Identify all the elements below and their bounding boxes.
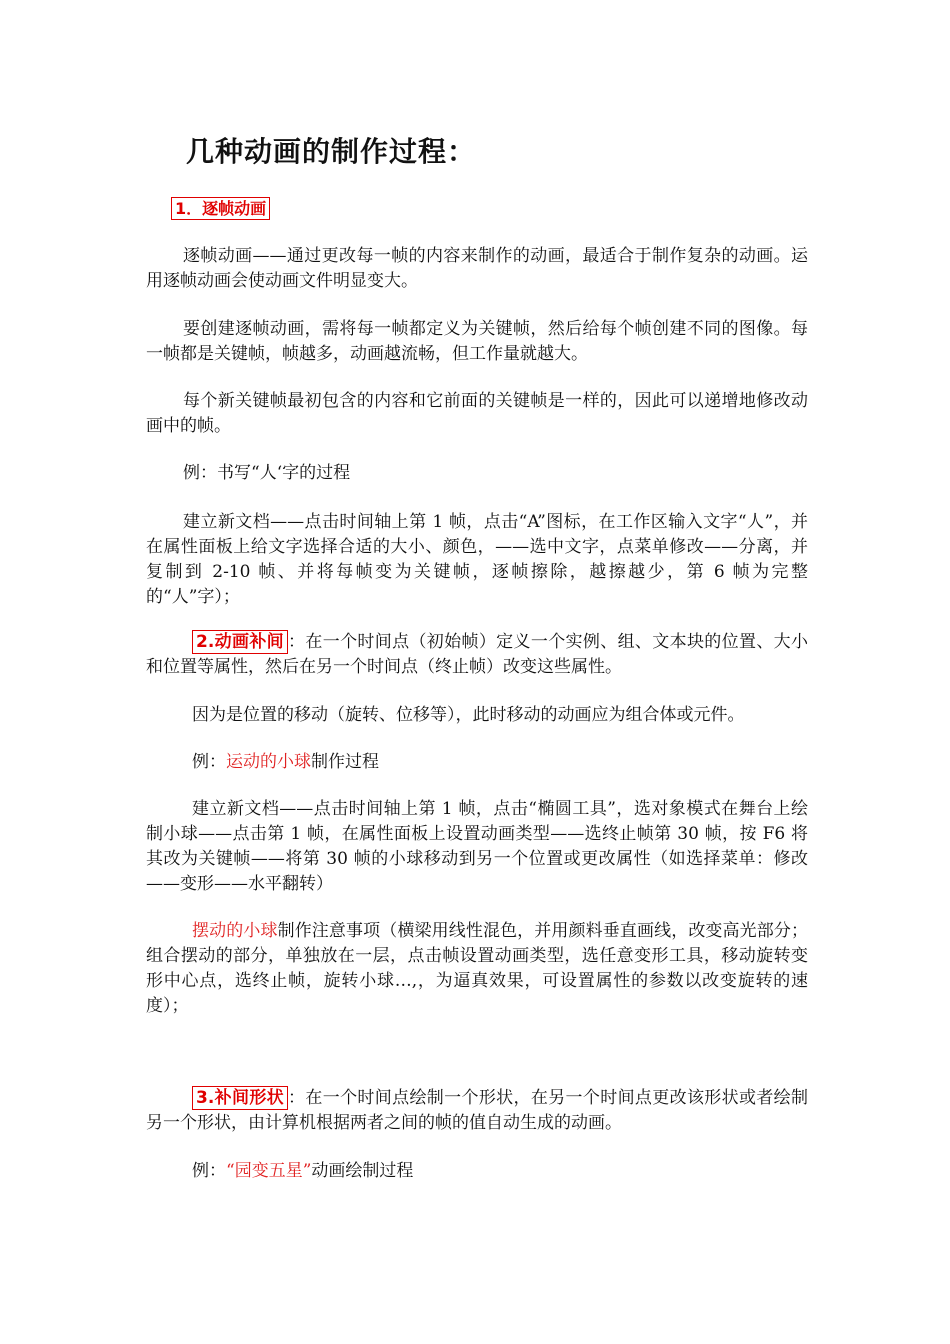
section-1-paragraph-1: 逐帧动画——通过更改每一帧的内容来制作的动画，最适合于制作复杂的动画。运用逐帧动画会使动画文件明显变大。 [146,246,808,291]
section-2-example-suffix: 制作过程 [311,752,379,772]
section-1-heading: 1．逐帧动画 [171,197,270,220]
section-2-paragraph-1 [146,630,808,680]
section-2-example [192,750,379,775]
section-3-paragraph-1-text: 在一个时间点绘制一个形状，在另一个时间点更改该形状或者绘制另一个形状，由计算机根据两者之间的帧的值自动生成的动画。 [146,1088,809,1133]
section-3-heading-colon: ： [288,1088,306,1108]
section-3-example-prefix: 例： [192,1161,226,1181]
section-3-paragraph-1 [146,1086,808,1136]
section-2-example-highlight: 运动的小球 [226,752,311,772]
section-2-paragraph-4-highlight: 摆动的小球 [192,921,278,941]
section-1-paragraph-3: 每个新关键帧最初包含的内容和它前面的关键帧是一样的，因此可以递增地修改动画中的帧。 [146,391,808,436]
section-1-example: 例：书写“人‘字的过程 [183,463,351,483]
section-2-paragraph-4 [146,919,808,1019]
section-1-paragraph-2: 要创建逐帧动画，需将每一帧都定义为关键帧，然后给每个帧创建不同的图像。每一帧都是关键帧，帧越多，动画越流畅，但工作量就越大。 [146,319,808,364]
section-3-heading: 3.补间形状 [192,1086,288,1110]
section-2-paragraph-4-text: 制作注意事项（横梁用线性混色，并用颜料垂直画线，改变高光部分；组合摆动的部分，单独放在一层，点击帧设置动画类型，选任意变形工具，移动旋转变形中心点，选终止帧，旋转小球…,，为逼真效果，可设置属性的参数以改变旋转的速度）； [146,921,809,1016]
section-3-example [192,1159,413,1184]
section-1-paragraph-4: 建立新文档——点击时间轴上第 1 帧，点击“A”图标，在工作区输入文字“人”，并在属性面板上给文字选择合适的大小、颜色，——选中文字，点菜单修改——分离，并复制到 2-10 帧、并将每帧变为关键帧，逐帧擦除，越擦越少，第 6 帧为完整的“人”字）； [146,512,808,607]
section-2-example-prefix: 例： [192,752,226,772]
section-1-heading-wrap [171,198,270,220]
section-3-example-suffix: 动画绘制过程 [311,1161,414,1181]
section-2-paragraph-2: 因为是位置的移动（旋转、位移等），此时移动的动画应为组合体或元件。 [192,705,745,725]
page-title: 几种动画的制作过程： [186,135,477,168]
section-2-heading: 2.动画补间 [192,630,288,654]
section-2-paragraph-1-text: 在一个时间点（初始帧）定义一个实例、组、文本块的位置、大小和位置等属性，然后在另一个时间点（终止帧）改变这些属性。 [146,632,809,677]
section-3-example-highlight: “园变五星” [226,1161,312,1181]
section-2-paragraph-3: 建立新文档——点击时间轴上第 1 帧，点击“椭圆工具”，选对象模式在舞台上绘制小球——点击第 1 帧，在属性面板上设置动画类型——选终止帧第 30 帧，按 F6 将其改为关键帧——将第 30 帧的小球移动到另一个位置或更改属性（如选择菜单：修改——变形——水平翻转） [146,799,808,894]
section-2-heading-colon: ： [288,632,306,652]
